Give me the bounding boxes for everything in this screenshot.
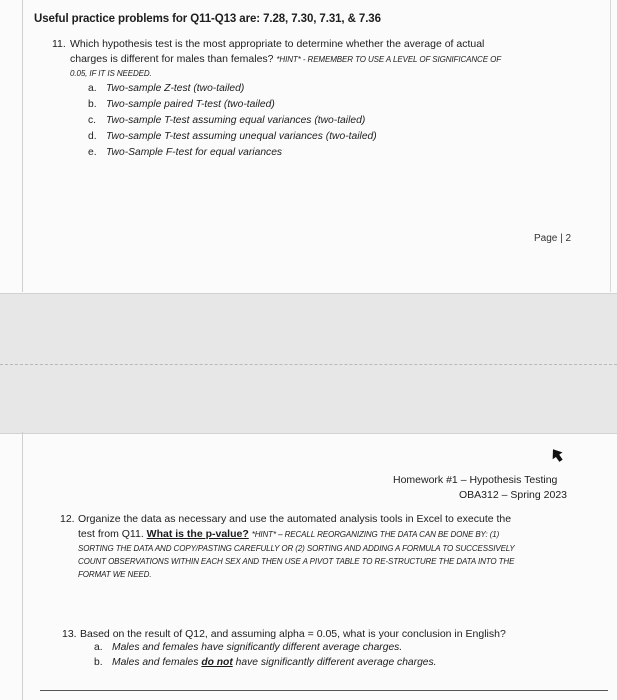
option-text-post: have significantly different average charges. [235, 657, 437, 668]
q12-line2 [78, 527, 499, 542]
q13-option-a [94, 642, 402, 653]
q12-text-2: test from Q11. [78, 528, 144, 540]
q12-hint-1: *HINT* – RECALL REORGANIZING THE DATA CAN BE DONE BY: (1) [251, 530, 500, 539]
q11-option-a [88, 83, 244, 94]
q11-option-d [88, 131, 377, 142]
q11-option-b [88, 99, 275, 110]
q12-hint-4: FORMAT WE NEED. [78, 570, 152, 579]
page-edge-left-lower [22, 432, 23, 700]
option-letter: a. [94, 642, 103, 653]
page-edge-left [22, 0, 23, 292]
page-number: Page | 2 [534, 233, 572, 244]
q11-option-e [88, 147, 282, 158]
q11-line1 [52, 37, 484, 52]
page-edge-right [610, 0, 611, 292]
option-text: Two-sample T-test assuming unequal variances (two-tailed) [106, 131, 377, 142]
mouse-cursor-icon [549, 447, 565, 463]
option-letter: d. [88, 131, 97, 142]
q13-text-1: Based on the result of Q12, and assuming alpha = 0.05, what is your conclusion in English? [80, 628, 506, 640]
practice-heading: Useful practice problems for Q11-Q13 are: 7.28, 7.30, 7.31, & 7.36 [34, 13, 381, 25]
bottom-rule [40, 690, 608, 691]
q12-question: What is the p-value? [146, 528, 249, 540]
option-text: Males and females have significantly different average charges. [112, 642, 403, 653]
homework-title: Homework #1 – Hypothesis Testing [393, 474, 558, 486]
q11-line2 [70, 52, 501, 67]
option-text-pre: Males and females [112, 657, 199, 668]
option-text-emphasis: do not [201, 657, 233, 668]
q11-text-1: Which hypothesis test is the most appropriate to determine whether the average of actual [70, 38, 485, 50]
option-letter: a. [88, 83, 97, 94]
q11-hint-b: 0.05, IF IT IS NEEDED. [70, 69, 152, 78]
page-break-dashed-line [0, 364, 617, 365]
q11-option-c [88, 115, 365, 126]
q12-hint-3: COUNT OBSERVATIONS WITHIN EACH SEX AND THEN USE A PIVOT TABLE TO RE-STRUCTURE THE DATA INTO THE [78, 557, 515, 566]
option-text: Two-sample T-test assuming equal variances (two-tailed) [106, 115, 366, 126]
q12-text-1: Organize the data as necessary and use the automated analysis tools in Excel to execute the [78, 513, 512, 525]
q12-number: 12. [60, 513, 75, 525]
option-text: Two-sample Z-test (two-tailed) [106, 83, 245, 94]
q11-number: 11. [52, 38, 66, 50]
option-letter: b. [94, 657, 103, 668]
course-term: OBA312 – Spring 2023 [459, 489, 567, 501]
q12-hint-2: SORTING THE DATA AND COPY/PASTING CAREFULLY OR (2) SORTING AND ADDING A FORMULA TO SUCCESSIVELY [78, 544, 515, 553]
option-text: Two-Sample F-test for equal variances [106, 147, 283, 158]
q13-number: 13. [62, 628, 77, 640]
option-letter: b. [88, 99, 97, 110]
q11-text-2: charges is different for males than females? [70, 53, 274, 65]
option-letter: c. [88, 115, 97, 126]
option-letter: e. [88, 147, 97, 158]
q11-hint-a: *HINT* - REMEMBER TO USE A LEVEL OF SIGNIFICANCE OF [276, 55, 501, 64]
option-text: Two-sample paired T-test (two-tailed) [106, 99, 275, 110]
q13-option-b [94, 657, 437, 668]
q13-line1 [62, 627, 506, 642]
q12-line1 [60, 512, 511, 527]
